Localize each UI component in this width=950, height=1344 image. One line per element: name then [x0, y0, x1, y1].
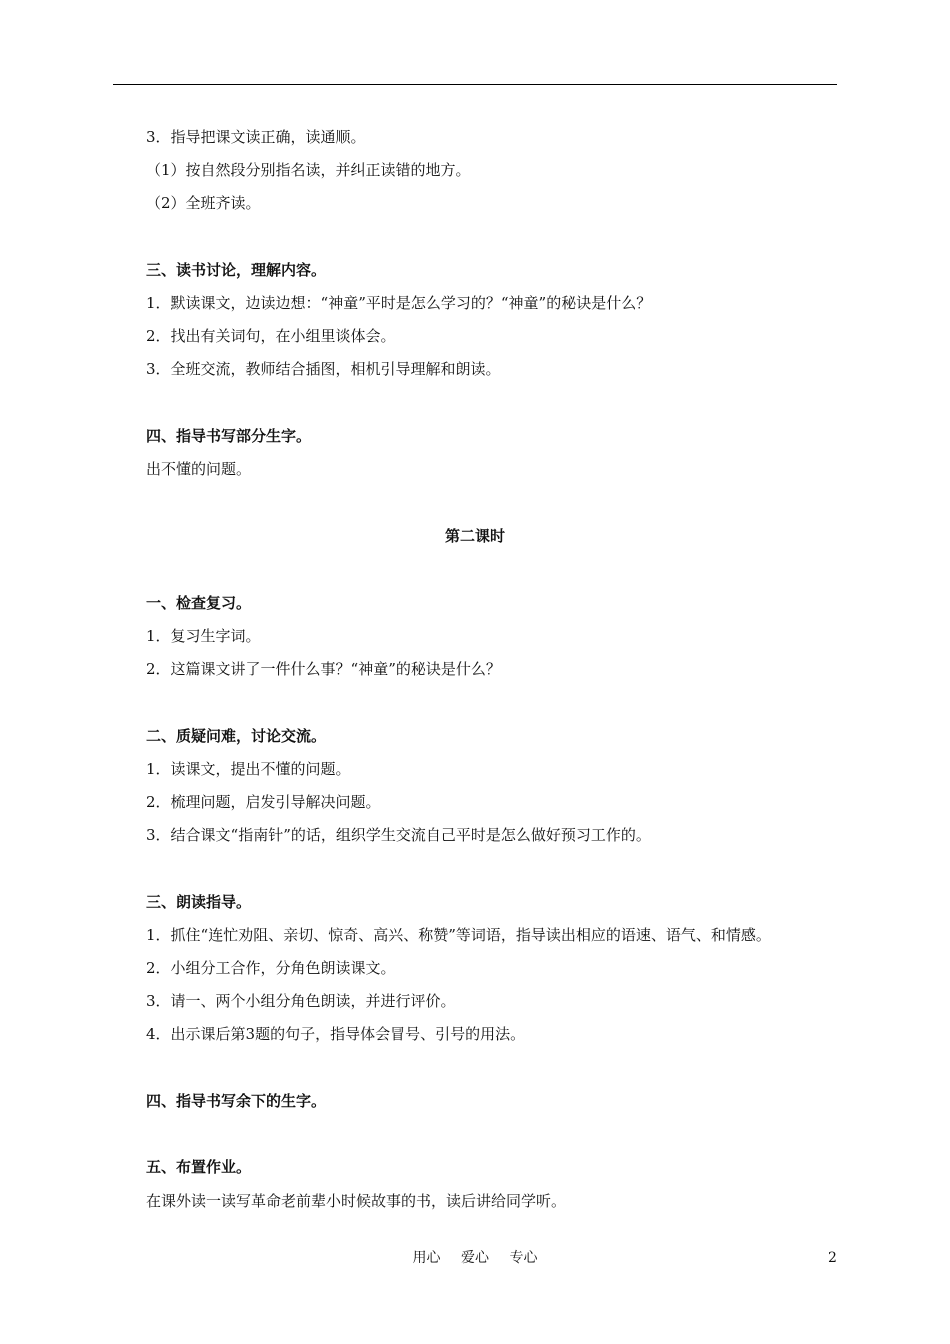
- paragraph-text: 出不懂的问题。: [146, 460, 252, 478]
- list-item: 2．这篇课文讲了一件什么事？“神童”的秘诀是什么？: [146, 660, 501, 678]
- list-item: 3．全班交流，教师结合插图，相机引导理解和朗读。: [146, 360, 501, 378]
- list-item: 3．结合课文“指南针”的话，组织学生交流自己平时是怎么做好预习工作的。: [146, 826, 651, 844]
- section-heading-4: 四、指导书写部分生字。: [146, 427, 312, 445]
- section-heading-1: 一、检查复习。: [146, 594, 252, 612]
- list-item: 2．小组分工合作，分角色朗读课文。: [146, 959, 396, 977]
- list-item: 2．梳理问题，启发引导解决问题。: [146, 793, 381, 811]
- list-item: 1．默读课文，边读边想：“神童”平时是怎么学习的？“神童”的秘诀是什么？: [146, 294, 652, 312]
- step-3-read-correctly: 3．指导把课文读正确，读通顺。: [146, 128, 366, 146]
- lesson-title: 第二课时: [444, 527, 505, 545]
- footer-motto: [0, 1249, 950, 1267]
- list-item: 1．复习生字词。: [146, 627, 261, 645]
- header-rule: [113, 84, 837, 85]
- list-item: 1．抓住“连忙劝阻、亲切、惊奇、高兴、称赞”等词语，指导读出相应的语速、语气、和情感。: [146, 926, 771, 944]
- footer-word: 用心: [412, 1250, 441, 1266]
- footer-word: 专心: [509, 1250, 538, 1266]
- substep-2: （2）全班齐读。: [146, 194, 261, 212]
- substep-1: （1）按自然段分别指名读，并纠正读错的地方。: [146, 161, 471, 179]
- homework-text: 在课外读一读写革命老前辈小时候故事的书，读后讲给同学听。: [146, 1192, 567, 1210]
- section-heading-4b: 四、指导书写余下的生字。: [146, 1092, 327, 1110]
- list-item: 3．请一、两个小组分角色朗读，并进行评价。: [146, 992, 456, 1010]
- list-item: 2．找出有关词句，在小组里谈体会。: [146, 327, 396, 345]
- footer-word: 爱心: [461, 1250, 489, 1266]
- list-item: 4．出示课后第3题的句子，指导体会冒号、引号的用法。: [146, 1025, 526, 1043]
- section-heading-2: 二、质疑问难，讨论交流。: [146, 727, 327, 745]
- section-heading-5: 五、布置作业。: [146, 1158, 252, 1176]
- section-heading-3b: 三、朗读指导。: [146, 893, 252, 911]
- list-item: 1．读课文，提出不懂的问题。: [146, 760, 351, 778]
- page-number: 2: [828, 1250, 837, 1266]
- section-heading-3: 三、读书讨论，理解内容。: [146, 261, 327, 279]
